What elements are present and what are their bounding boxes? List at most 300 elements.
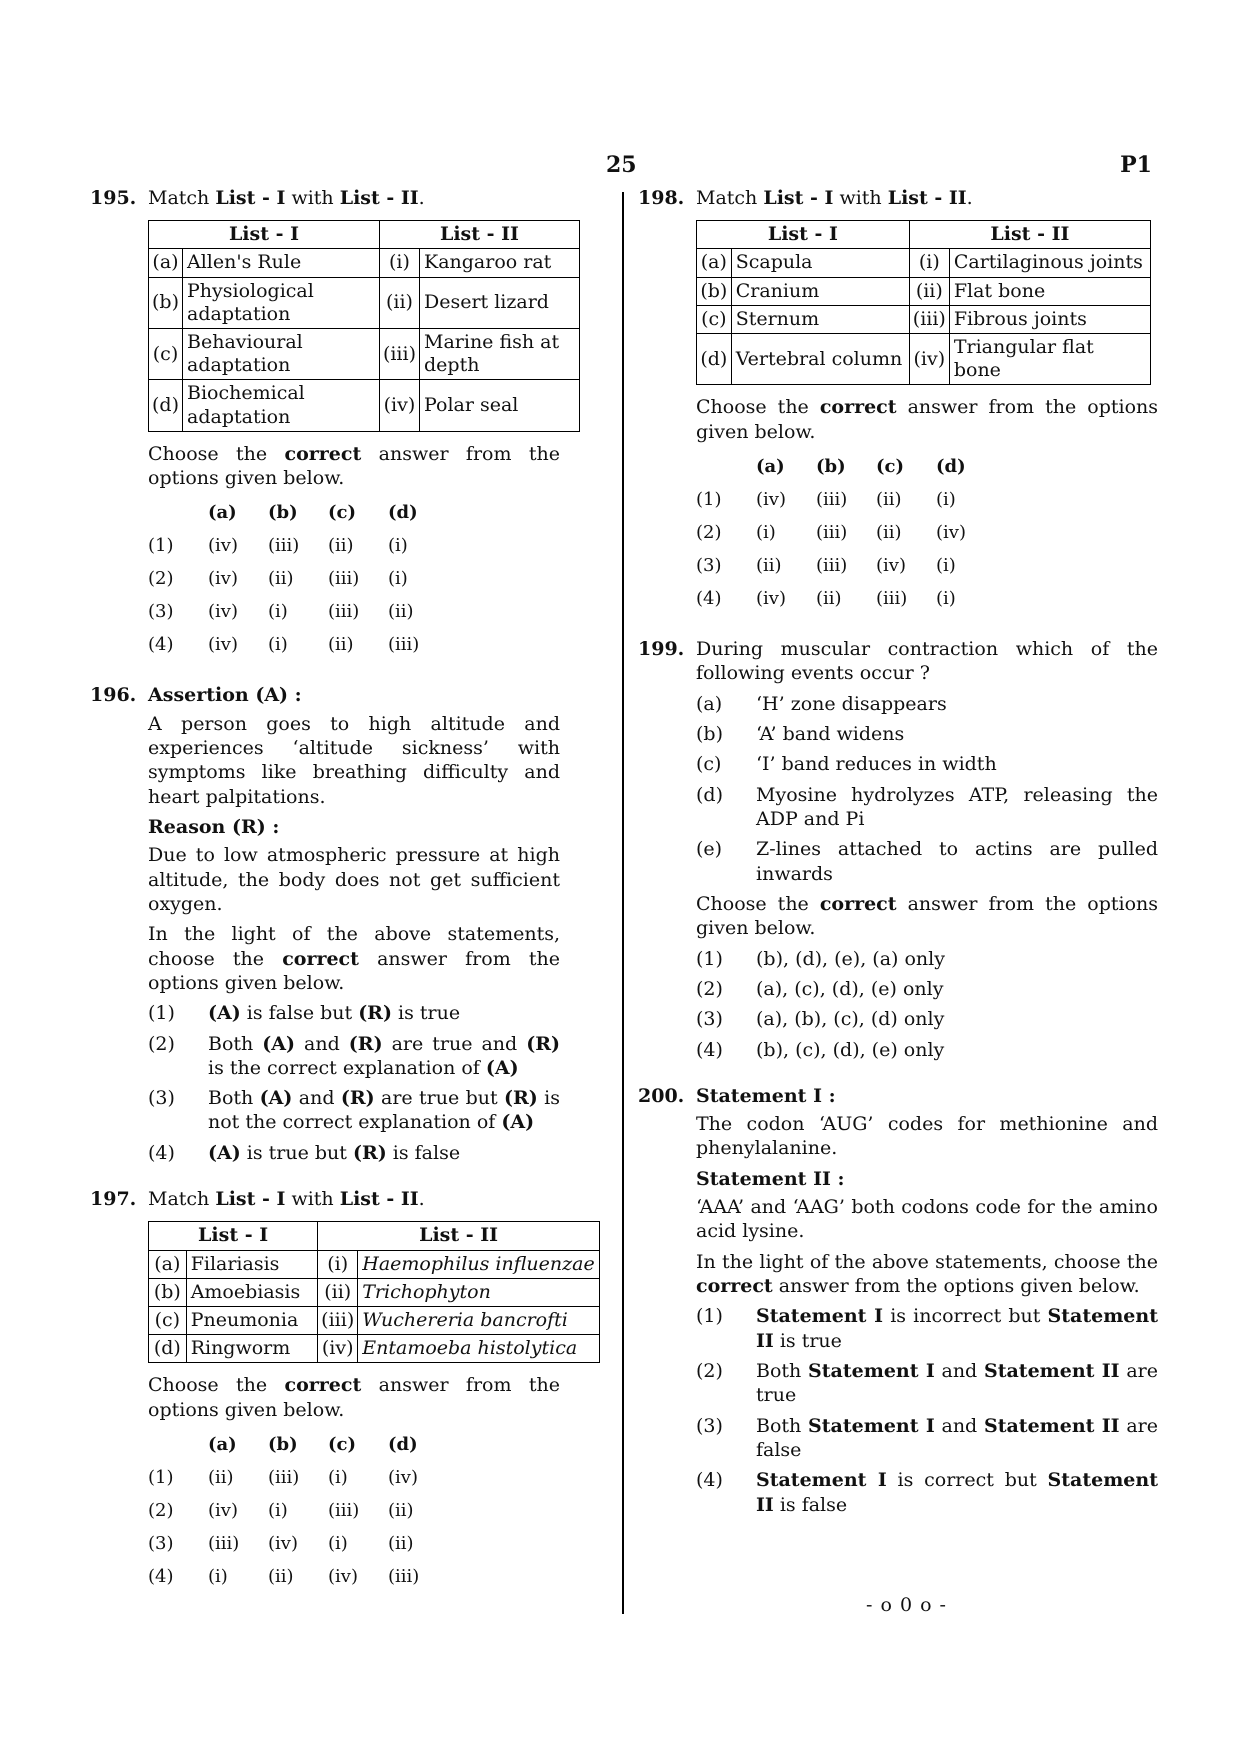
list-2-item: Entamoeba histolytica [358,1335,600,1363]
choice-text: is the correct explanation of [208,1056,486,1079]
event-item [696,692,1158,716]
list-2-item: Kangaroo rat [420,249,580,277]
answer-choice-4[interactable] [696,1468,1158,1517]
option-number: (3) [148,601,174,623]
instr-text: Choose the [696,396,820,419]
choice-text: (b), (d), (e), (a) only [756,947,945,970]
choice-text: (A) [259,1087,293,1110]
table-row [149,277,580,328]
table-row [149,1278,600,1306]
question-prompt [696,186,1158,210]
choose-instruction [148,442,560,491]
prompt-text: with [285,187,340,209]
instr-text: answer from the options given below. [696,396,1158,443]
option-value: (ii) [268,1566,294,1588]
row-label: (a) [149,249,183,277]
option-value: (ii) [876,522,902,544]
row-label: (c) [697,305,732,333]
table-row [149,1306,600,1334]
choice-text: and [934,1414,984,1437]
option-col-d: (d) [388,502,418,524]
header-list-2: List - II [318,1222,600,1250]
instr-text: Choose the [148,1374,285,1397]
choice-text: is correct but [886,1469,1048,1492]
options-header [148,1428,448,1461]
option-value: (iii) [816,522,848,544]
option-number: (4) [696,588,722,610]
prompt-text: with [285,1188,340,1211]
prompt-text: . [966,187,973,209]
options-header [148,496,448,529]
instr-text: answer from the options given below. [148,442,561,489]
option-value: (iv) [208,634,238,656]
choice-text: and [934,1359,984,1382]
option-value: (i) [328,1532,348,1554]
choice-text: Statement II [756,1305,1158,1352]
option-value: (iii) [388,1566,420,1588]
option-value: (ii) [208,1466,234,1488]
choice-text: is false [773,1493,848,1516]
instr-text: correct [819,892,897,915]
statement-2-label: Statement II : [696,1167,845,1190]
choice-text: (A) [485,1056,519,1079]
answer-choice-4[interactable] [148,1141,560,1165]
answer-choice-2[interactable] [696,977,1158,1001]
choose-instruction [696,892,1158,941]
choice-text: Statement I [808,1359,935,1382]
row-label: (iii) [318,1306,358,1334]
option-row[interactable] [148,595,448,628]
option-number: (2) [148,568,174,590]
table-row [149,249,580,277]
list-1-item: Ringworm [186,1335,317,1363]
match-table [696,220,1151,385]
choice-text: (A) [501,1111,535,1134]
choice-text: is true [773,1329,842,1352]
header-list-2: List - II [379,221,579,249]
choice-number: (1) [148,1002,175,1025]
choice-text: (A) [208,1141,241,1164]
table-row [697,305,1151,333]
list-1-item: Biochemical adaptation [183,380,380,431]
choice-text: Statement I [808,1414,935,1437]
option-number: (2) [148,1499,174,1521]
choice-text: are true [756,1359,1158,1407]
option-value: (iii) [208,1532,240,1554]
table-row [149,1250,600,1278]
choice-text: is false but [240,1002,359,1025]
answer-choice-3[interactable] [696,1414,1158,1463]
option-value: (iii) [328,601,360,623]
prompt-text: . [418,1188,425,1211]
reason-text: Due to low atmospheric pressure at high altitude, the body does not get sufficient oxygen. [148,844,560,915]
option-col-c: (c) [328,1433,356,1455]
header-list-1: List - I [149,1222,318,1250]
row-label: (d) [149,380,183,431]
option-row[interactable] [696,582,996,615]
list-2-item: Trichophyton [358,1278,600,1306]
option-row[interactable] [148,1494,448,1527]
choice-text: Both [208,1087,260,1110]
choice-text: is true but [240,1141,353,1164]
choice-text: Both [756,1359,809,1382]
option-value: (iv) [208,535,238,557]
question-199 [638,637,1158,1062]
option-col-c: (c) [328,502,356,524]
question-prompt [148,186,560,210]
option-row[interactable] [148,628,448,661]
match-table [148,1221,600,1363]
choice-text: (R) [352,1141,387,1164]
table-row [149,380,580,431]
row-label: (i) [909,249,949,277]
row-label: (ii) [909,277,949,305]
option-value: (i) [268,1499,288,1521]
row-label: (b) [697,277,732,305]
choice-text: (A) [208,1002,241,1025]
option-value: (iv) [876,555,906,577]
option-value: (i) [756,522,776,544]
instr-text: correct [282,947,359,970]
option-value: (ii) [388,1532,414,1554]
table-header-row [697,221,1151,249]
choice-number: (2) [148,1032,175,1055]
option-row[interactable] [696,549,996,582]
list-2-item: Fibrous joints [949,305,1150,333]
choice-number: (3) [148,1087,175,1110]
event-text: ‘H’ zone disappears [756,692,947,715]
row-label: (iv) [379,380,419,431]
choice-number: (2) [696,1359,723,1382]
option-col-a: (a) [756,455,785,477]
choice-text: are false [756,1414,1158,1461]
option-value: (i) [268,601,288,623]
choice-text: and [295,1032,349,1055]
question-number: 197. [90,1188,137,1211]
choice-text: Statement II [983,1359,1120,1382]
option-row[interactable] [696,516,996,549]
instr-text: correct [284,442,362,465]
list-2-item: Flat bone [949,277,1150,305]
option-value: (iv) [268,1532,298,1554]
instr-text: correct [819,396,897,419]
option-value: (iv) [328,1566,358,1588]
list-2-item: Haemophilus influenzae [358,1250,600,1278]
option-value: (ii) [328,634,354,656]
list-2-item: Polar seal [420,380,580,431]
row-label: (ii) [379,277,419,328]
option-value: (iii) [388,634,420,656]
list-1-item: Allen's Rule [183,249,380,277]
column-divider [622,192,624,1614]
prompt-text: Match [148,1188,216,1211]
event-text: ‘A’ band widens [756,723,905,746]
choice-text: is true [391,1002,461,1025]
choice-text: Both [756,1414,809,1437]
paper-code: P1 [1120,152,1152,178]
header-list-1: List - I [149,221,380,249]
instruction-text [696,1250,1158,1299]
option-value: (i) [328,1466,348,1488]
question-200 [638,1084,1158,1517]
instr-text: answer from the options given below. [148,1374,561,1421]
statement-2-text: ‘AAA’ and ‘AAG’ both codons code for the amino acid lysine. [696,1196,1158,1243]
answer-choice-2[interactable] [696,1359,1158,1408]
row-label: (b) [149,1278,187,1306]
option-value: (ii) [876,489,902,510]
table-row [149,1335,600,1363]
choice-text: Statement II [756,1469,1158,1516]
option-value: (iv) [756,489,786,510]
option-value: (ii) [816,588,842,610]
choice-text: Statement II [983,1414,1120,1437]
instr-text: Choose the [696,892,820,915]
right-column [638,186,1158,1539]
page-number: 25 [606,152,637,178]
option-value: (ii) [388,601,414,623]
choice-text: Statement I [756,1469,887,1492]
choice-text: is incorrect but [883,1305,1048,1328]
answer-choice-4[interactable] [696,1038,1158,1062]
row-label: (ii) [318,1278,358,1306]
table-row [149,329,580,380]
option-value: (iii) [876,588,908,610]
instr-text: Choose the [148,442,285,465]
header-list-1: List - I [697,221,910,249]
choose-instruction [148,1373,560,1422]
option-col-b: (b) [816,455,846,477]
choice-text: Both [208,1032,263,1055]
row-label: (i) [379,249,419,277]
choice-text: (a), (c), (d), (e) only [756,977,944,1000]
instr-text: correct [284,1374,362,1397]
option-value: (iii) [268,535,300,557]
list-1-item: Filariasis [186,1250,317,1278]
instr-text: answer from the options given below. [148,947,560,994]
option-value: (i) [388,568,408,590]
header-list-2: List - II [909,221,1150,249]
row-label: (a) [149,1250,187,1278]
row-label: (d) [149,1335,187,1363]
choice-text: Statement I [756,1305,884,1328]
choose-instruction [696,395,1158,444]
event-text: Z-lines attached to actins are pulled inwards [756,838,1158,885]
option-value: (i) [268,634,288,656]
row-label: (c) [149,1306,187,1334]
option-row[interactable] [148,1560,448,1593]
event-label: (d) [696,783,723,806]
option-number: (4) [148,1566,174,1588]
question-number: 196. [90,684,137,707]
option-number: (1) [696,489,722,510]
option-row[interactable] [696,483,996,516]
option-number: (2) [696,522,722,544]
page-footer: - o 0 o - [866,1594,947,1616]
option-col-d: (d) [388,1433,418,1455]
prompt-text: List - II [339,187,419,209]
option-value: (ii) [328,535,354,557]
table-row [697,334,1151,385]
question-number: 198. [638,187,685,209]
option-value: (iii) [816,489,848,510]
instr-text: In the light of the above statements, choose the [696,1250,1158,1273]
question-195 [90,186,560,661]
option-number: (4) [148,634,174,656]
list-1-item: Sternum [731,305,909,333]
option-row[interactable] [148,1461,448,1494]
event-item [696,752,1158,776]
choice-text: is not the correct explanation of [208,1087,560,1134]
choice-text: are true and [382,1032,527,1055]
option-value: (ii) [756,555,782,577]
list-1-item: Behavioural adaptation [183,329,380,380]
choice-number: (4) [696,1038,723,1061]
event-label: (a) [696,692,723,715]
option-value: (i) [208,1566,228,1588]
list-2-item: Desert lizard [420,277,580,328]
match-table [148,220,580,431]
option-value: (ii) [388,1499,414,1521]
choice-text: (a), (b), (c), (d) only [756,1008,945,1031]
list-2-item: Wuchereria bancrofti [358,1306,600,1334]
prompt-text: . [418,187,425,209]
prompt-text: List - I [215,187,286,209]
choice-text: (R) [348,1032,383,1055]
choice-text: (b), (c), (d), (e) only [756,1038,945,1061]
event-label: (c) [696,753,722,776]
statement-1-label: Statement I : [696,1084,836,1107]
question-198 [638,186,1158,615]
choice-number: (2) [696,977,723,1000]
list-1-item: Amoebiasis [186,1278,317,1306]
choice-text: and [292,1087,341,1110]
reason-label: Reason (R) : [148,816,280,839]
choice-text: (R) [340,1087,375,1110]
options-table [148,1428,448,1593]
question-prompt [148,1187,560,1211]
option-col-b: (b) [268,1433,298,1455]
list-2-item: Cartilaginous joints [949,249,1150,277]
option-value: (iii) [328,568,360,590]
options-table [696,450,996,615]
event-text: ‘I’ band reduces in width [756,753,997,776]
option-value: (iv) [936,522,966,544]
option-col-d: (d) [936,455,966,477]
event-item [696,722,1158,746]
event-label: (b) [696,723,723,746]
answer-choice-2[interactable] [148,1032,560,1081]
prompt-text: List - I [763,187,834,209]
row-label: (d) [697,334,732,385]
choice-number: (4) [696,1469,723,1492]
answer-choice-1[interactable] [696,1304,1158,1353]
row-label: (iii) [909,305,949,333]
options-table [148,496,448,661]
instr-text: answer from the options given below. [772,1275,1140,1297]
answer-choice-3[interactable] [696,1007,1158,1031]
option-value: (iv) [208,601,238,623]
option-number: (3) [696,555,722,577]
blank-cell [696,450,756,483]
option-col-a: (a) [208,502,237,524]
question-prompt: During muscular contraction which of the following events occur ? [696,638,1158,685]
prompt-text: List - I [215,1188,286,1211]
option-value: (iii) [268,1466,300,1488]
option-col-a: (a) [208,1433,237,1455]
row-label: (b) [149,277,183,328]
question-number: 200. [638,1084,685,1107]
row-label: (c) [149,329,183,380]
list-1-item: Vertebral column [731,334,909,385]
option-row[interactable] [148,1527,448,1560]
option-value: (iv) [756,588,786,610]
choice-number: (1) [696,947,723,970]
option-value: (i) [936,489,956,510]
option-number: (1) [148,535,174,557]
choice-number: (3) [696,1008,723,1031]
option-value: (iv) [208,1499,238,1521]
choice-text: (R) [526,1032,560,1055]
answer-choice-1[interactable] [148,1001,560,1025]
option-number: (3) [148,1532,174,1554]
option-row[interactable] [148,562,448,595]
option-row[interactable] [148,529,448,562]
option-value: (iii) [328,1499,360,1521]
list-1-item: Scapula [731,249,909,277]
choice-number: (4) [148,1141,175,1164]
choice-text: (A) [262,1032,296,1055]
row-label: (iii) [379,329,419,380]
option-value: (i) [936,555,956,577]
instr-text: correct [696,1275,773,1297]
option-value: (iii) [816,555,848,577]
list-2-item: Triangular flat bone [949,334,1150,385]
statement-1-text: The codon ‘AUG’ codes for methionine and phenylalanine. [696,1113,1158,1160]
list-1-item: Pneumonia [186,1306,317,1334]
instr-text: answer from the options given below. [696,892,1158,940]
choice-number: (1) [696,1305,723,1328]
event-item [696,783,1158,832]
blank-cell [148,1428,208,1461]
assertion-label: Assertion (A) : [148,684,302,707]
option-value: (i) [388,535,408,557]
option-value: (ii) [268,568,294,590]
option-value: (i) [936,588,956,610]
instr-text: In the light of the above statements, choose the [148,923,560,970]
left-column [90,186,595,1615]
row-label: (iv) [318,1335,358,1363]
row-label: (i) [318,1250,358,1278]
choice-text: is false [386,1141,461,1164]
answer-choice-3[interactable] [148,1086,560,1135]
question-197 [90,1187,595,1593]
question-number: 195. [90,187,137,209]
option-value: (iv) [208,568,238,590]
row-label: (iv) [909,334,949,385]
row-label: (a) [697,249,732,277]
table-row [697,277,1151,305]
answer-choice-1[interactable] [696,947,1158,971]
blank-cell [148,496,208,529]
prompt-text: List - II [887,187,967,209]
event-text: Myosine hydrolyzes ATP, releasing the ADP and Pi [756,783,1158,830]
choice-text: are true but [374,1087,505,1110]
options-header [696,450,996,483]
instruction-text [148,922,560,995]
option-col-b: (b) [268,502,298,524]
option-value: (iv) [388,1466,418,1488]
table-row [697,249,1151,277]
